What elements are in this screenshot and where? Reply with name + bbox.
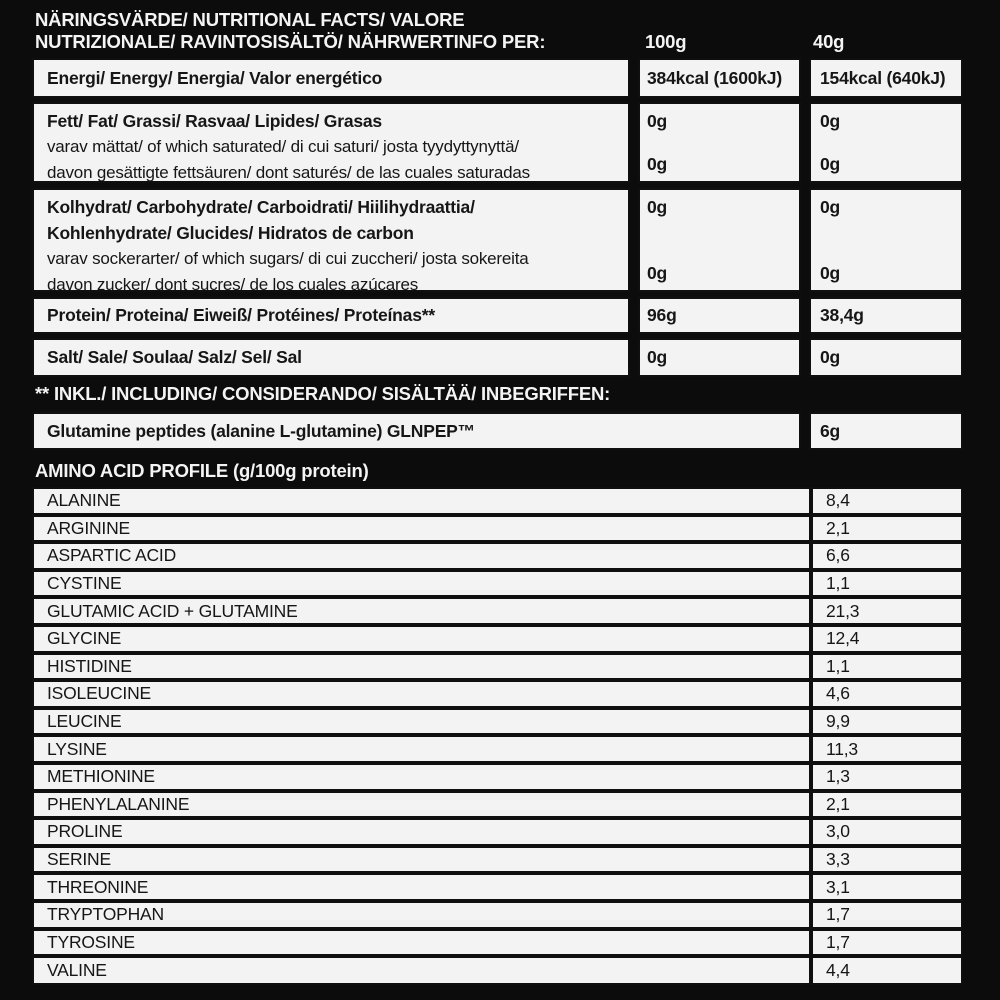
amino-acid-value: 3,3 <box>809 848 961 872</box>
amino-acid-name: GLUTAMIC ACID + GLUTAMINE <box>47 600 298 621</box>
energy-per40: 154kcal (640kJ) <box>809 58 963 98</box>
amino-acid-row <box>34 517 961 545</box>
column-header-100g: 100g <box>645 31 687 52</box>
amino-acid-row <box>34 710 961 738</box>
salt-per100: 0g <box>638 338 801 377</box>
carbohydrate-sugars-line1: varav sockerarter/ of which sugars/ di cui zuccheri/ josta sokereita <box>47 249 529 268</box>
amino-acid-value: 1,1 <box>809 655 961 679</box>
amino-acid-value: 4,6 <box>809 682 961 706</box>
amino-acid-value: 1,7 <box>809 903 961 927</box>
carbohydrate-per100: 0g <box>647 197 668 217</box>
amino-acid-row <box>34 765 961 793</box>
amino-acid-value: 3,0 <box>809 820 961 844</box>
protein-per40: 38,4g <box>809 297 963 334</box>
amino-acid-value: 21,3 <box>809 599 961 623</box>
amino-acid-name: GLYCINE <box>47 628 122 649</box>
carbohydrate-sugars-per100: 0g <box>647 263 668 283</box>
amino-acid-value: 6,6 <box>809 544 961 568</box>
amino-acid-table <box>32 487 963 985</box>
fat-label: Fett/ Fat/ Grassi/ Rasvaa/ Lipides/ Grasas <box>47 111 382 131</box>
amino-acid-row <box>34 627 961 655</box>
amino-acid-name: PROLINE <box>47 821 123 842</box>
amino-acid-name: ASPARTIC ACID <box>47 545 177 566</box>
amino-acid-row <box>34 544 961 572</box>
carbohydrate-sugars-per40: 0g <box>820 263 841 283</box>
including-heading: ** INKL./ INCLUDING/ CONSIDERANDO/ SISÄLTÄÄ/ INBEGRIFFEN: <box>35 383 611 404</box>
amino-acid-value: 1,3 <box>809 765 961 789</box>
amino-acid-row <box>34 793 961 821</box>
amino-profile-heading: AMINO ACID PROFILE (g/100g protein) <box>35 460 369 481</box>
salt-per40: 0g <box>809 338 963 377</box>
amino-acid-row <box>34 931 961 959</box>
amino-acid-name: VALINE <box>47 960 107 981</box>
protein-label: Protein/ Proteina/ Eiweiß/ Protéines/ Proteínas** <box>32 297 630 334</box>
fat-saturated-line2: davon gesättigte fettsäuren/ dont saturés/ de las cuales saturadas <box>47 163 530 182</box>
amino-acid-name: HISTIDINE <box>47 655 132 676</box>
fat-saturated-per40: 0g <box>820 154 841 174</box>
amino-acid-value: 2,1 <box>809 517 961 541</box>
amino-acid-name: ISOLEUCINE <box>47 683 151 704</box>
amino-acid-row <box>34 958 961 983</box>
carbohydrate-label-line2: Kohlenhydrate/ Glucides/ Hidratos de carbon <box>47 223 414 243</box>
fat-per40: 0g <box>820 111 841 131</box>
column-header-40g: 40g <box>813 31 845 52</box>
amino-acid-value: 1,1 <box>809 572 961 596</box>
fat-saturated-per100: 0g <box>647 154 668 174</box>
carbohydrate-sugars-line2: davon zucker/ dont sucres/ de los cuales azúcares <box>47 275 419 292</box>
amino-acid-name: CYSTINE <box>47 573 122 594</box>
amino-acid-name: METHIONINE <box>47 766 155 787</box>
carbohydrate-per40: 0g <box>820 197 841 217</box>
amino-acid-value: 9,9 <box>809 710 961 734</box>
amino-acid-name: LEUCINE <box>47 711 122 732</box>
amino-acid-value: 4,4 <box>809 958 961 983</box>
amino-acid-name: LYSINE <box>47 738 107 759</box>
amino-acid-row <box>34 682 961 710</box>
label-title-line1: NÄRINGSVÄRDE/ NUTRITIONAL FACTS/ VALORE <box>35 9 465 30</box>
amino-acid-value: 3,1 <box>809 875 961 899</box>
amino-acid-value: 11,3 <box>809 737 961 761</box>
amino-acid-row <box>34 572 961 600</box>
amino-acid-row <box>34 655 961 683</box>
glutamine-peptides-value: 6g <box>809 412 963 450</box>
energy-row <box>32 58 963 98</box>
protein-row <box>32 297 963 334</box>
amino-acid-name: THREONINE <box>47 876 149 897</box>
glutamine-peptides-row <box>32 412 963 450</box>
fat-label-cell <box>32 102 630 183</box>
energy-label: Energi/ Energy/ Energia/ Valor energético <box>32 58 630 98</box>
amino-acid-name: ARGININE <box>47 517 130 538</box>
carbohydrate-row <box>32 188 963 292</box>
amino-acid-row <box>34 599 961 627</box>
amino-acid-name: TYROSINE <box>47 931 135 952</box>
fat-saturated-line1: varav mättat/ of which saturated/ di cui saturi/ josta tyydyttynyttä/ <box>47 137 519 156</box>
amino-acid-value: 12,4 <box>809 627 961 651</box>
glutamine-peptides-label: Glutamine peptides (alanine L-glutamine) GLNPEP™ <box>32 412 801 450</box>
label-title-line2: NUTRIZIONALE/ RAVINTOSISÄLTÖ/ NÄHRWERTINFO PER: <box>35 31 546 52</box>
amino-acid-row <box>34 848 961 876</box>
amino-acid-row <box>34 489 961 517</box>
amino-acid-value: 1,7 <box>809 931 961 955</box>
amino-acid-value: 8,4 <box>809 489 961 513</box>
protein-per100: 96g <box>638 297 801 334</box>
salt-row <box>32 338 963 377</box>
amino-acid-name: TRYPTOPHAN <box>47 904 164 925</box>
amino-acid-row <box>34 820 961 848</box>
amino-acid-name: SERINE <box>47 849 111 870</box>
energy-per100: 384kcal (1600kJ) <box>638 58 801 98</box>
fat-per100: 0g <box>647 111 668 131</box>
fat-row <box>32 102 963 183</box>
carbohydrate-label-cell <box>32 188 630 292</box>
amino-acid-row <box>34 737 961 765</box>
amino-acid-row <box>34 875 961 903</box>
salt-label: Salt/ Sale/ Soulaa/ Salz/ Sel/ Sal <box>32 338 630 377</box>
amino-acid-row <box>34 903 961 931</box>
amino-acid-name: ALANINE <box>47 490 121 511</box>
amino-acid-name: PHENYLALANINE <box>47 793 190 814</box>
carbohydrate-label-line1: Kolhydrat/ Carbohydrate/ Carboidrati/ Hiilihydraattia/ <box>47 197 475 217</box>
amino-acid-value: 2,1 <box>809 793 961 817</box>
